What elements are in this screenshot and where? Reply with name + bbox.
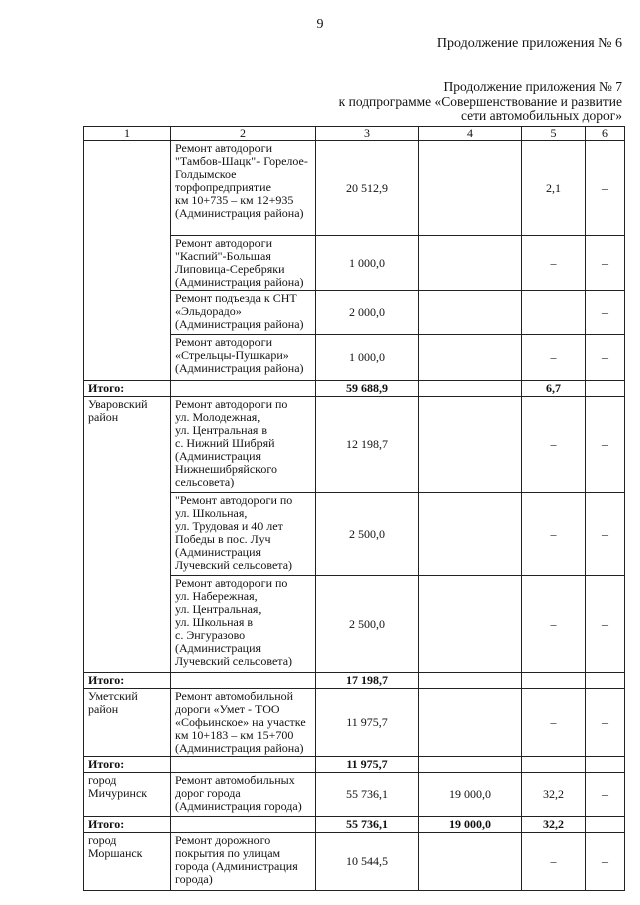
district-cell: город Моршанск [84,833,171,891]
description-line: Ремонт автомобильных [175,773,295,787]
total-value-c5: 6,7 [522,381,586,397]
total-value-c5: 32,2 [522,817,586,833]
value-cell-c6: – [586,493,625,576]
value-cell-c5: – [522,833,586,891]
description-line: «Эльдорадо» [175,304,242,318]
work-description-cell [171,236,316,291]
value-cell-c3: 20 512,9 [316,141,419,236]
work-description-cell [171,689,316,757]
value-cell-c6: – [586,141,625,236]
description-line: "Ремонт автодороги по [175,493,293,507]
value-cell-c3: 1 000,0 [316,236,419,291]
total-row [84,673,625,689]
column-header: 6 [586,127,625,141]
value-cell-c6: – [586,833,625,891]
description-line: (Администрация [175,641,262,655]
road-repair-table [83,126,625,891]
subheader-line: сети автомобильных дорог» [461,108,622,123]
subheader-line: Продолжение приложения № 7 [443,79,622,94]
value-cell-c6: – [586,773,625,817]
description-line: "Тамбов-Шацк"- Горелое- [175,154,308,168]
total-empty-cell [171,381,316,397]
description-line: км 10+735 – км 12+935 [175,193,294,207]
value-cell-c4 [419,141,522,236]
description-line: Ремонт автодороги [175,335,272,349]
total-value-c3: 55 736,1 [316,817,419,833]
description-line: Победы в пос. Луч [175,532,271,546]
description-line: (Администрация [175,449,262,463]
value-cell-c6: – [586,335,625,381]
description-line: Лучевский сельсовета) [175,654,293,668]
description-line: ул. Школьная в [175,615,254,629]
work-description-cell [171,291,316,335]
description-line: (Администрация района) [175,741,304,755]
work-description-cell [171,397,316,493]
description-line: ул. Набережная, [175,589,258,603]
description-line: торфопредприятие [175,180,271,194]
column-header: 1 [84,127,171,141]
description-line: города (Администрация [175,859,298,873]
work-description-cell [171,576,316,673]
description-line: км 10+183 – км 15+700 [175,728,294,742]
value-cell-c4 [419,397,522,493]
appendix-subheader [339,80,622,124]
total-label: Итого: [84,757,171,773]
value-cell-c3: 11 975,7 [316,689,419,757]
work-description-cell [171,493,316,576]
table-row [84,773,625,817]
district-cell: Уметский район [84,689,171,757]
value-cell-c4 [419,576,522,673]
value-cell-c6: – [586,236,625,291]
description-line: ул. Школьная, [175,506,248,520]
total-label: Итого: [84,817,171,833]
total-value-c5 [522,673,586,689]
total-empty-cell [171,673,316,689]
work-description-cell [171,141,316,236]
subheader-line: к подпрограмме «Совершенствование и развитие [338,93,622,109]
district-cell: Уваровский район [84,397,171,673]
table-row [84,397,625,493]
value-cell-c5: – [522,236,586,291]
description-line: Ремонт автодороги [175,236,272,250]
value-cell-c6: – [586,397,625,493]
column-header: 3 [316,127,419,141]
value-cell-c3: 12 198,7 [316,397,419,493]
description-line: (Администрация района) [175,275,304,289]
description-line: Ремонт автодороги по [175,397,288,411]
description-line: города) [175,872,213,886]
description-line: (Администрация района) [175,317,304,331]
value-cell-c5: 2,1 [522,141,586,236]
description-line: "Каспий"-Большая [175,249,271,263]
district-cell: город Мичуринск [84,773,171,817]
table-row [84,689,625,757]
description-line: дорог города [175,786,241,800]
column-header: 4 [419,127,522,141]
column-header: 2 [171,127,316,141]
table-row [84,833,625,891]
description-line: с. Энгуразово [175,628,246,642]
description-line: Голдымское [175,167,237,181]
value-cell-c6: – [586,689,625,757]
table-body [84,127,625,891]
total-value-c5 [522,757,586,773]
description-line: (Администрация [175,545,262,559]
value-cell-c4 [419,236,522,291]
description-line: ул. Молодежная, [175,410,261,424]
value-cell-c6: – [586,291,625,335]
total-value-c6 [586,381,625,397]
value-cell-c3: 2 500,0 [316,493,419,576]
value-cell-c5 [522,291,586,335]
value-cell-c5: – [522,576,586,673]
column-header: 5 [522,127,586,141]
value-cell-c5: – [522,689,586,757]
total-empty-cell [171,757,316,773]
value-cell-c3: 2 500,0 [316,576,419,673]
column-header-row [84,127,625,141]
value-cell-c3: 1 000,0 [316,335,419,381]
value-cell-c3: 10 544,5 [316,833,419,891]
value-cell-c4 [419,335,522,381]
value-cell-c4 [419,291,522,335]
appendix-continuation-header: Продолжение приложения № 6 [436,36,622,51]
description-line: Ремонт автодороги по [175,576,288,590]
total-value-c4 [419,673,522,689]
total-row [84,817,625,833]
work-description-cell [171,335,316,381]
total-value-c3: 11 975,7 [316,757,419,773]
description-line: ул. Центральная в [175,423,268,437]
description-line: ул. Центральная, [175,602,262,616]
description-line: Ремонт автодороги [175,141,272,155]
value-cell-c3: 2 000,0 [316,291,419,335]
table-row [84,141,625,236]
description-line: с. Нижний Шибряй [175,436,275,450]
value-cell-c5: – [522,335,586,381]
description-line: Ремонт автомобильной [175,689,294,703]
value-cell-c4 [419,833,522,891]
description-line: дороги «Умет - ТОО [175,702,280,716]
total-empty-cell [171,817,316,833]
value-cell-c5: 32,2 [522,773,586,817]
total-row [84,757,625,773]
value-cell-c4 [419,493,522,576]
total-label: Итого: [84,381,171,397]
total-value-c6 [586,817,625,833]
value-cell-c5: – [522,397,586,493]
value-cell-c5: – [522,493,586,576]
total-value-c4 [419,757,522,773]
description-line: «Софьинское» на участке [175,715,306,729]
work-description-cell [171,773,316,817]
total-value-c3: 59 688,9 [316,381,419,397]
total-value-c6 [586,673,625,689]
description-line: сельсовета) [175,475,235,489]
total-value-c4: 19 000,0 [419,817,522,833]
value-cell-c4 [419,689,522,757]
description-line: (Администрация города) [175,799,302,813]
total-value-c3: 17 198,7 [316,673,419,689]
total-row [84,381,625,397]
value-cell-c6: – [586,576,625,673]
value-cell-c4: 19 000,0 [419,773,522,817]
description-line: покрытия по улицам [175,846,281,860]
district-cell [84,141,171,381]
work-description-cell [171,833,316,891]
description-line: (Администрация района) [175,361,304,375]
page-number: 9 [316,17,324,32]
total-value-c6 [586,757,625,773]
total-value-c4 [419,381,522,397]
description-line: Нижнешибряйского [175,462,278,476]
description-line: «Стрельцы-Пушкари» [175,348,289,362]
description-line: ул. Трудовая и 40 лет [175,519,283,533]
description-line: Ремонт дорожного [175,833,271,847]
description-line: Ремонт подъезда к СНТ [175,291,297,305]
description-line: Лучевский сельсовета) [175,558,293,572]
description-line: (Администрация района) [175,206,304,220]
total-label: Итого: [84,673,171,689]
description-line: Липовица-Серебряки [175,262,285,276]
value-cell-c3: 55 736,1 [316,773,419,817]
